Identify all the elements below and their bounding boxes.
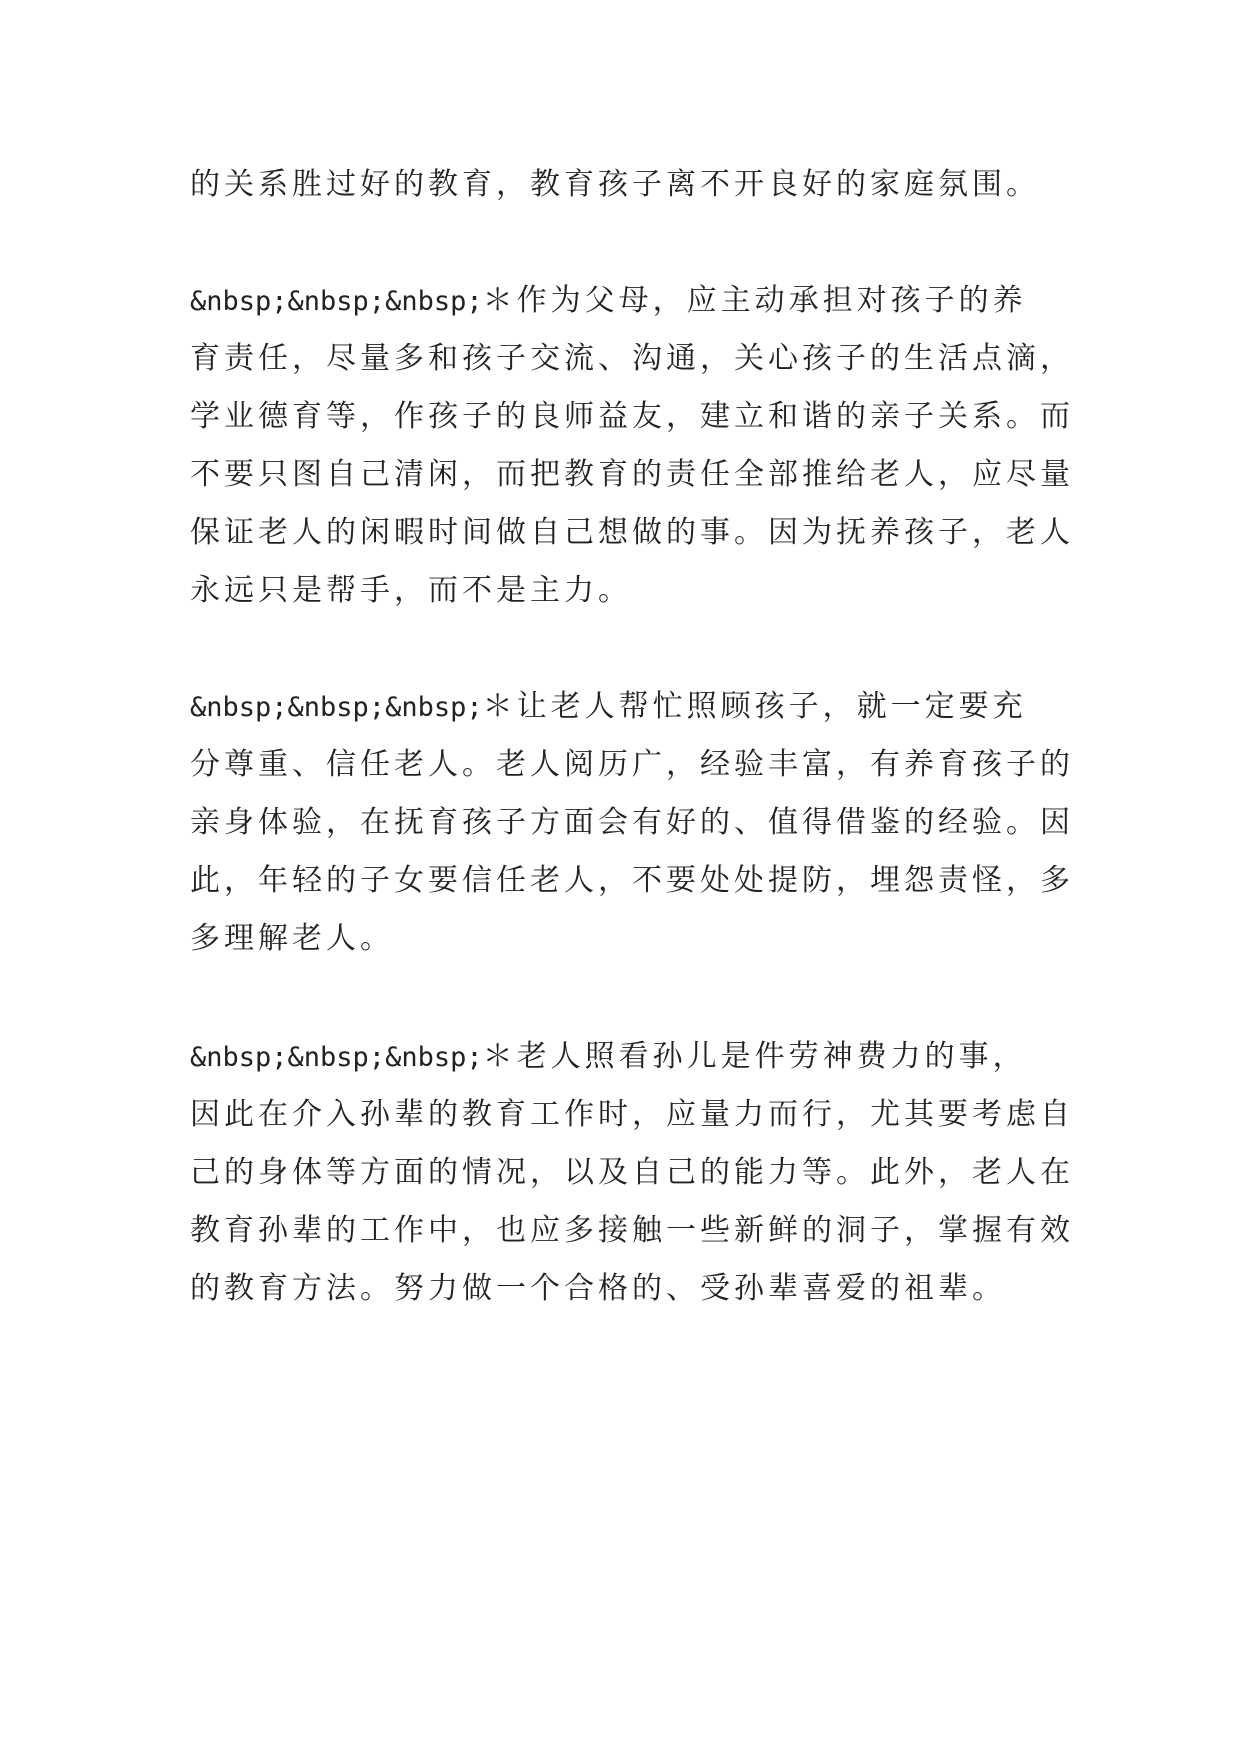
paragraph-first-line xyxy=(190,678,1070,736)
paragraph-line-text: ＊让老人帮忙照顾孩子，就一定要充 xyxy=(482,689,1027,724)
paragraph-line: 教育孙辈的工作中，也应多接触一些新鲜的洞子，掌握有效 xyxy=(190,1213,1074,1248)
paragraph-parents-responsibility xyxy=(190,272,1074,620)
paragraph-line: 亲身体验，在抚育孩子方面会有好的、值得借鉴的经验。因 xyxy=(190,805,1074,840)
paragraph-line: 保证老人的闲暇时间做自己想做的事。因为抚养孩子，老人 xyxy=(190,515,1074,550)
paragraph-first-line xyxy=(190,272,1070,330)
paragraph-lead-text: &nbsp;&nbsp;&nbsp; xyxy=(190,1042,483,1073)
paragraph-line: 的教育方法。努力做一个合格的、受孙辈喜爱的祖辈。 xyxy=(190,1271,1006,1306)
paragraph-elders-capacity xyxy=(190,1028,1074,1318)
paragraph-respect-elders xyxy=(190,678,1074,968)
paragraph-family-atmosphere xyxy=(190,156,1070,214)
paragraph-line-text: ＊老人照看孙儿是件劳神费力的事， xyxy=(482,1039,1027,1074)
paragraph-line: 的关系胜过好的教育，教育孩子离不开良好的家庭氛围。 xyxy=(190,167,1040,202)
paragraph-line-text: ＊作为父母，应主动承担对孩子的养 xyxy=(482,283,1027,318)
paragraph-line: 分尊重、信任老人。老人阅历广，经验丰富，有养育孩子的 xyxy=(190,747,1074,782)
paragraph-line: 不要只图自己清闲，而把教育的责任全部推给老人，应尽量 xyxy=(190,457,1074,492)
paragraph-line: 育责任，尽量多和孩子交流、沟通，关心孩子的生活点滴， xyxy=(190,341,1074,376)
paragraph-line: 多理解老人。 xyxy=(190,921,394,956)
paragraph-line: 此，年轻的子女要信任老人，不要处处提防，埋怨责怪，多 xyxy=(190,863,1074,898)
paragraph-lead-text: &nbsp;&nbsp;&nbsp; xyxy=(190,692,483,723)
paragraph-first-line xyxy=(190,1028,1070,1086)
paragraph-line: 因此在介入孙辈的教育工作时，应量力而行，尤其要考虑自 xyxy=(190,1097,1074,1132)
paragraph-line: 己的身体等方面的情况，以及自己的能力等。此外，老人在 xyxy=(190,1155,1074,1190)
paragraph-line: 永远只是帮手，而不是主力。 xyxy=(190,573,632,608)
paragraph-line: 学业德育等，作孩子的良师益友，建立和谐的亲子关系。而 xyxy=(190,399,1074,434)
paragraph-lead-text: &nbsp;&nbsp;&nbsp; xyxy=(190,286,483,317)
